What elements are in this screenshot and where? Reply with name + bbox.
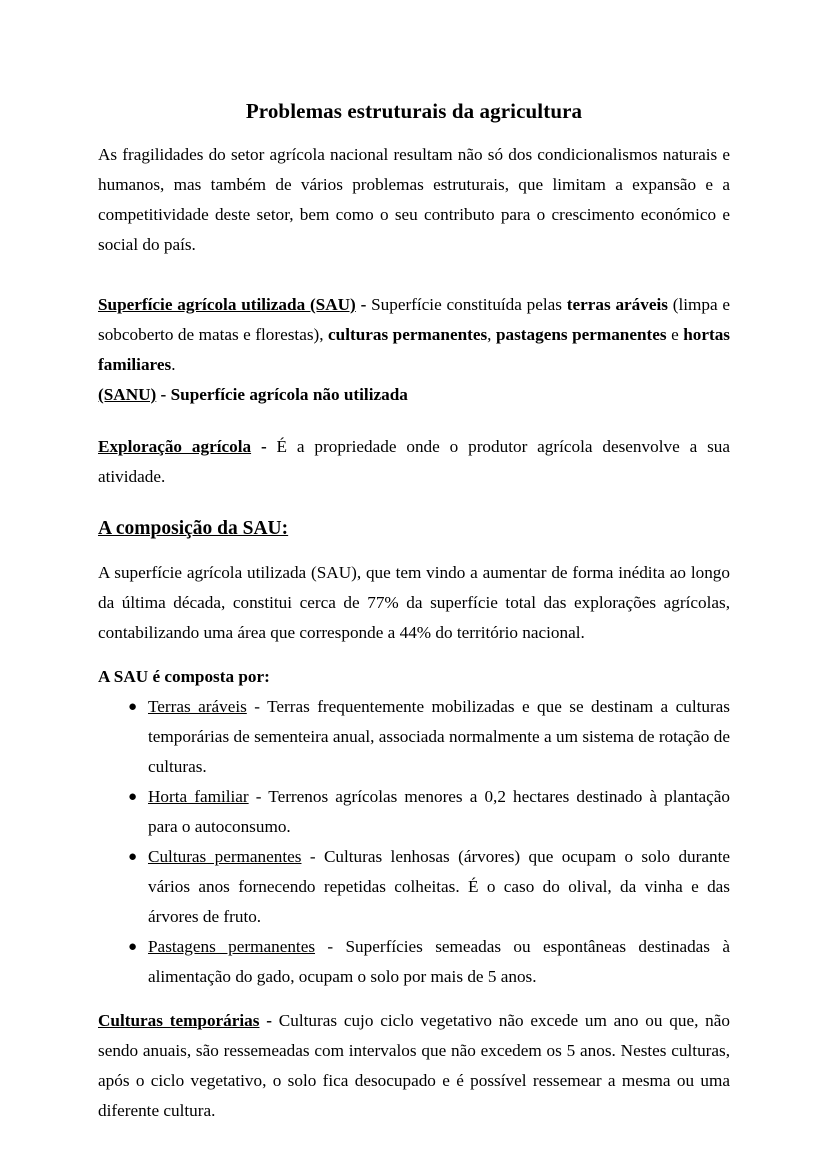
page-title: Problemas estruturais da agricultura <box>245 99 583 123</box>
list-lead-in: A SAU é composta por: <box>98 667 270 686</box>
list-item-term: Horta familiar <box>148 787 249 806</box>
definition-sau-bold-2: culturas permanentes <box>328 325 488 344</box>
list-item-description: Culturas lenhosas (árvores) que ocupam o solo durante vários anos fornecendo repetidas colheitas. É o caso do olival, da vinha e das árvores de fruto. <box>148 847 730 926</box>
list-item-term: Pastagens permanentes <box>148 937 316 956</box>
definition-culturas-temporarias-separator: - <box>259 1011 279 1030</box>
spacer <box>98 492 730 514</box>
definition-exploracao-separator: - <box>251 437 277 456</box>
definition-sau-text-2: (limpa e sobcoberto de matas e florestas), <box>98 295 730 344</box>
definition-exploracao-term: Exploração agrícola <box>98 437 252 456</box>
list-item-term: Terras aráveis <box>148 697 247 716</box>
definition-culturas-temporarias-term: Culturas temporárias <box>98 1011 260 1030</box>
definition-culturas-temporarias <box>98 1006 730 1126</box>
definition-sanu-separator: - <box>156 385 171 404</box>
bullet-icon: ● <box>128 789 138 805</box>
definition-sau-text-4: e <box>666 325 684 344</box>
definition-sau <box>98 290 730 380</box>
list-item-separator: - <box>246 697 268 716</box>
spacer <box>98 544 730 558</box>
definition-sau-text-3: , <box>487 325 496 344</box>
list-item-separator: - <box>315 937 346 956</box>
list-item <box>98 782 730 842</box>
definition-sanu-term: (SANU) <box>98 385 157 404</box>
list-item <box>98 932 730 992</box>
list-item <box>98 842 730 932</box>
list-item-separator: - <box>301 847 324 866</box>
bullet-icon: ● <box>128 699 138 715</box>
bullet-icon: ● <box>128 849 138 865</box>
definition-exploracao <box>98 432 730 492</box>
definition-sau-term: Superfície agrícola utilizada (SAU) <box>98 295 356 314</box>
document-body <box>98 0 730 1126</box>
definition-sanu <box>98 380 730 410</box>
spacer <box>98 260 730 290</box>
list-item-description: Superfícies semeadas ou espontâneas destinadas à alimentação do gado, ocupam o solo por mais de 5 anos. <box>148 937 730 986</box>
intro-paragraph: As fragilidades do setor agrícola nacional resultam não só dos condicionalismos naturais e humanos, mas também de vários problemas estruturais, que limitam a expansão e a competitividade deste setor, bem como o seu contributo para o crescimento económico e social do país. <box>98 145 730 254</box>
definition-sau-text-5: . <box>171 355 176 374</box>
list-item-description: Terras frequentemente mobilizadas e que se destinam a culturas temporárias de sementeira anual, associada normalmente a um sistema de rotação de culturas. <box>148 697 730 776</box>
definition-sau-text-1: Superfície constituída pelas <box>371 295 567 314</box>
definition-culturas-temporarias-text: Culturas cujo ciclo vegetativo não excede um ano ou que, não sendo anuais, são ressemeadas com intervalos que não excedem os 5 anos. Nestes culturas, após o ciclo vegetativo, o solo fica desocupado e é possível ressemear a mesma ou uma diferente cultura. <box>98 1011 730 1120</box>
definition-exploracao-text: É a propriedade onde o produtor agrícola desenvolve a sua atividade. <box>98 437 730 486</box>
list-item-description: Terrenos agrícolas menores a 0,2 hectares destinado à plantação para o autoconsumo. <box>148 787 730 836</box>
spacer <box>98 648 730 662</box>
section-heading-composicao: A composição da SAU: <box>98 518 289 539</box>
definition-sau-bold-1: terras aráveis <box>566 295 668 314</box>
composition-paragraph: A superfície agrícola utilizada (SAU), que tem vindo a aumentar de forma inédita ao longo da última década, constitui cerca de 77% da superfície total das explorações agrícolas, contabilizando uma área que corresponde a 44% do território nacional. <box>98 563 730 642</box>
definition-sanu-text: Superfície agrícola não utilizada <box>170 385 408 404</box>
list-item-separator: - <box>248 787 269 806</box>
definition-sau-bold-3: pastagens permanentes <box>495 325 667 344</box>
list-item <box>98 692 730 782</box>
definition-sau-bold-4: hortas familiares <box>98 325 730 374</box>
spacer <box>98 410 730 432</box>
sau-components-list <box>98 692 730 992</box>
list-item-term: Culturas permanentes <box>148 847 302 866</box>
spacer <box>98 992 730 1006</box>
bullet-icon: ● <box>128 939 138 955</box>
definition-sau-separator: - <box>355 295 372 314</box>
